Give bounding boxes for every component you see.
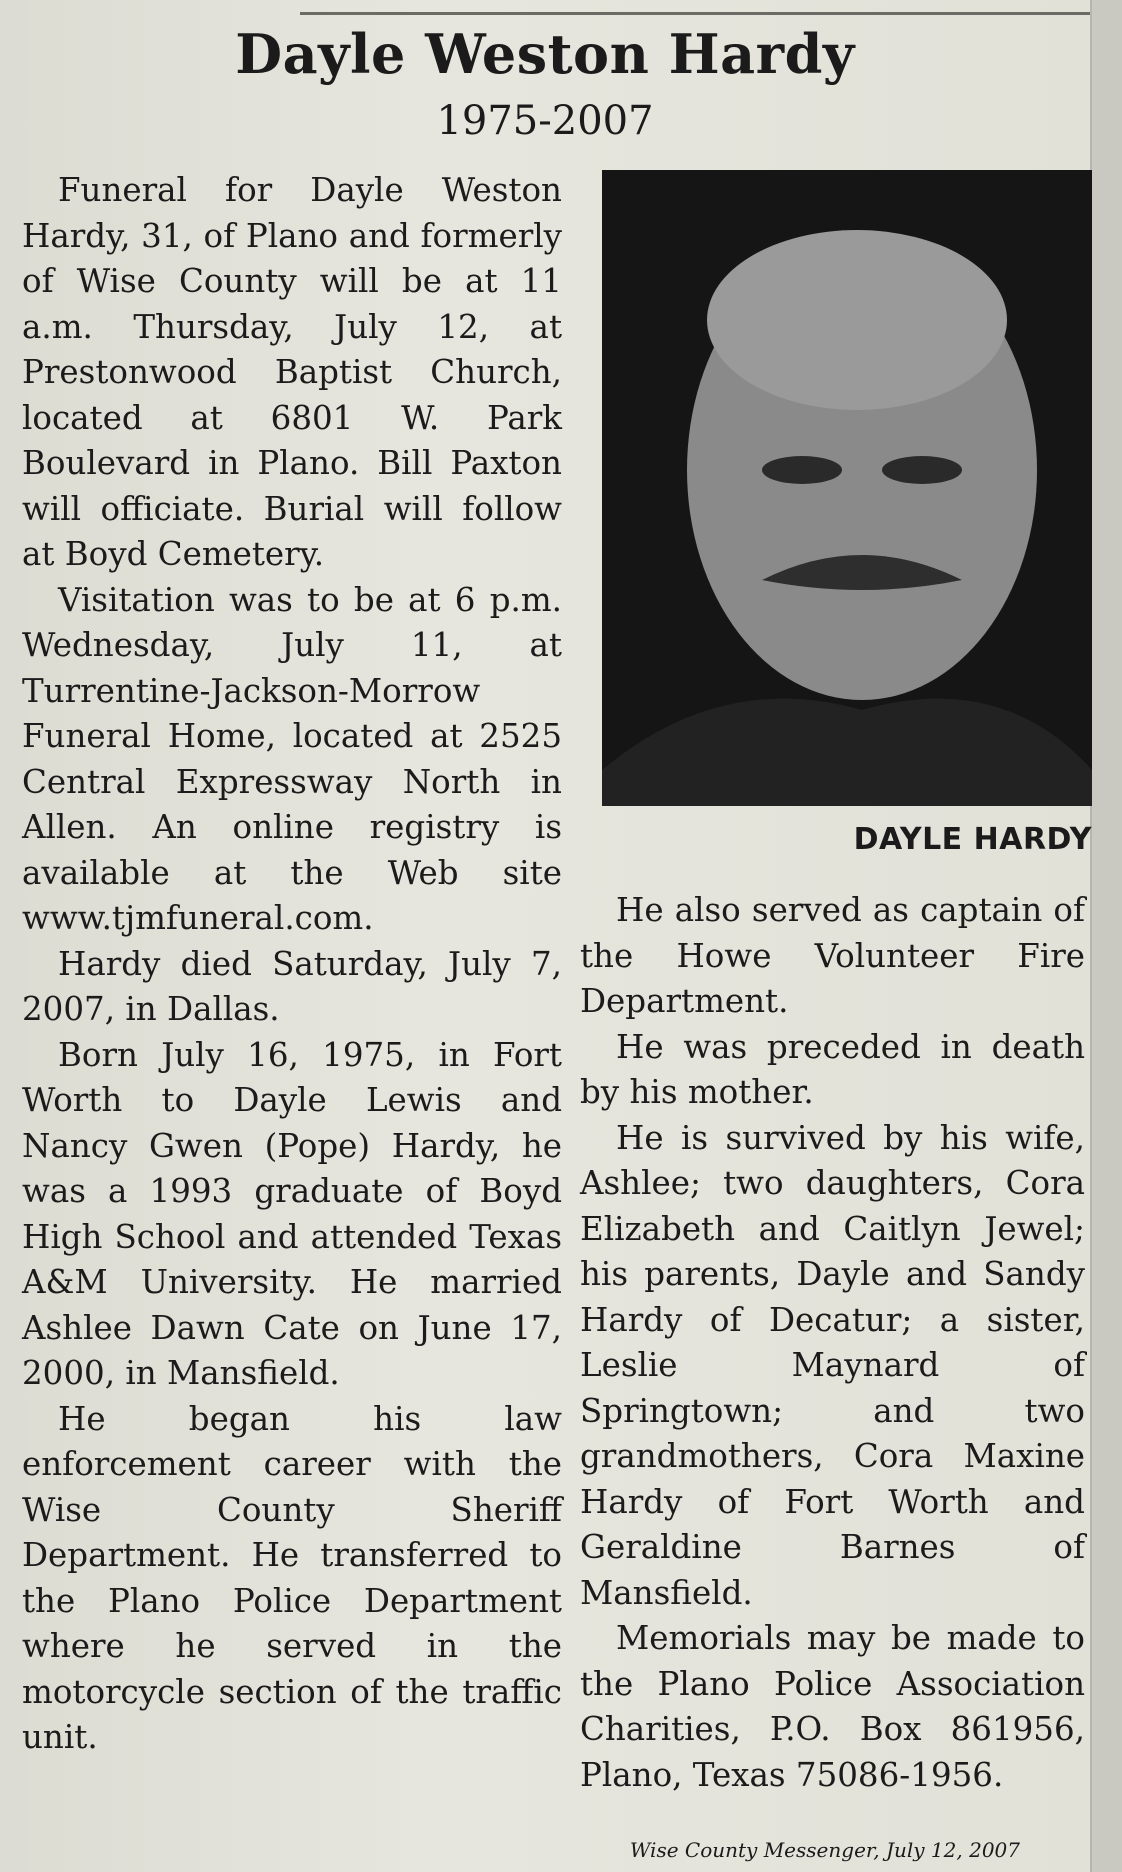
- obituary-title: Dayle Weston Hardy: [235, 22, 855, 86]
- top-rule: [300, 12, 1090, 15]
- paragraph-death: Hardy died Saturday, July 7, 2007, in Dallas.: [22, 944, 562, 1028]
- paragraph-memorials: Memorials may be made to the Plano Police Association Charities, P.O. Box 861956, Plano, Texas 75086-1956.: [580, 1619, 1085, 1794]
- paragraph-career: He began his law enforcement career with the Wise County Sheriff Department. He transferred to the Plano Police Department where he served in the motorcycle section of the traffic unit.: [22, 1399, 562, 1756]
- paragraph-fire-department: He also served as captain of the Howe Volunteer Fire Department.: [580, 891, 1085, 1020]
- paragraph-visitation: Visitation was to be at 6 p.m. Wednesday, July 11, at Turrentine-Jackson-Morrow Funeral Home, located at 2525 Central Expressway North in Allen. An online registry is available at the Web site www.tjmfuneral.com.: [22, 580, 562, 937]
- paragraph-survived: He is survived by his wife, Ashlee; two daughters, Cora Elizabeth and Caitlyn Jewel; his parents, Dayle and Sandy Hardy of Decatur; a sister, Leslie Maynard of Springtown; and two grandmothers, Cora Maxine Hardy of Fort Worth and Geraldine Barnes of Mansfield.: [580, 1118, 1085, 1612]
- source-credit: Wise County Messenger, July 12, 2007: [629, 1838, 1020, 1862]
- paragraph-preceded: He was preceded in death by his mother.: [580, 1027, 1085, 1111]
- paragraph-birth: Born July 16, 1975, in Fort Worth to Dayle Lewis and Nancy Gwen (Pope) Hardy, he was a 1993 graduate of Boyd High School and attended Texas A&M University. He married Ashlee Dawn Cate on June 17, 2000, in Mansfield.: [22, 1035, 562, 1392]
- portrait-illustration: [602, 170, 1092, 806]
- obituary-years: 1975-2007: [436, 98, 654, 144]
- portrait-photo: [602, 170, 1092, 806]
- photo-caption: DAYLE HARDY: [853, 822, 1092, 857]
- left-column: [22, 168, 562, 1761]
- right-column: [580, 888, 1085, 1798]
- paragraph-funeral: Funeral for Dayle Weston Hardy, 31, of Plano and formerly of Wise County will be at 11 a.m. Thursday, July 12, at Prestonwood Baptist Church, located at 6801 W. Park Boulevard in Plano. Bill Paxton will officiate. Burial will follow at Boyd Cemetery.: [22, 171, 562, 573]
